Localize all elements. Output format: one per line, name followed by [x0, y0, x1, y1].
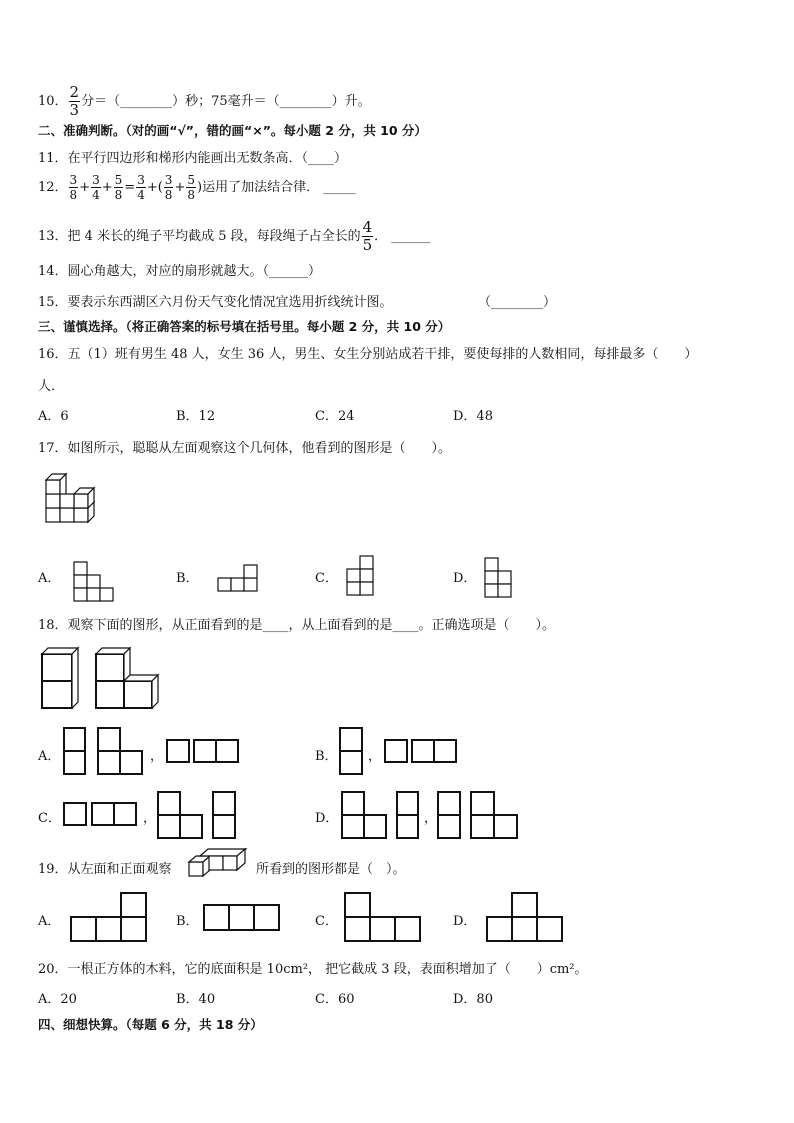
q18-option-b-figure	[339, 727, 464, 777]
denominator: 8	[114, 188, 123, 202]
fraction	[69, 174, 79, 201]
fraction	[114, 174, 124, 201]
denominator: 8	[187, 188, 195, 202]
question-14: 14．圆心角越大，对应的扇形就越大。（______）	[38, 264, 322, 279]
q18-option-d-label[interactable]: D．	[315, 811, 339, 826]
section-2-heading: 二、准确判断。（对的画“√”，错的画“×”。每小题 2 分，共 10 分）	[38, 123, 427, 138]
question-19-end: 所看到的图形都是（ ）。	[256, 862, 406, 877]
section-4-heading: 四、细想快算。（每题 6 分，共 18 分）	[38, 1017, 263, 1032]
q19-option-a-figure	[69, 891, 151, 943]
option-c-label[interactable]: C．	[315, 571, 338, 586]
option-c-figure	[346, 555, 376, 599]
q19-option-b-label[interactable]: B．	[176, 914, 199, 929]
operator: +	[101, 180, 113, 195]
option-b[interactable]: B．12	[176, 409, 216, 424]
denominator: 4	[92, 188, 100, 202]
question-tail: 运用了加法结合律． _____	[202, 180, 356, 195]
question-11: 11．在平行四边形和梯形内能画出无数条高．（____）	[38, 151, 348, 166]
numerator: 3	[92, 173, 100, 187]
question-18: 18．观察下面的图形，从正面看到的是____，从上面看到的是____。正确选项是（ ）。	[38, 618, 556, 633]
fraction	[164, 174, 174, 201]
fraction	[362, 220, 374, 253]
question-number: 10．	[38, 94, 68, 109]
option-d[interactable]: D．48	[453, 409, 493, 424]
q20-option-c[interactable]: C．60	[315, 992, 355, 1007]
option-b-label[interactable]: B．	[176, 571, 199, 586]
question-tail: ． ______	[374, 229, 431, 244]
numerator: 2	[69, 83, 80, 101]
operator: +	[174, 180, 186, 195]
denominator: 8	[164, 188, 173, 202]
question-17: 17．如图所示，聪聪从左面观察这个几何体，他看到的图形是（ ）。	[38, 441, 452, 456]
numerator: 5	[187, 173, 195, 187]
operator: +	[79, 180, 91, 195]
q19-option-d-label[interactable]: D．	[453, 914, 477, 929]
denominator: 3	[69, 101, 80, 119]
cube-groups-figure	[40, 646, 165, 712]
question-19-start: 19．从左面和正面观察	[38, 862, 172, 877]
q19-option-c-figure	[343, 891, 425, 943]
question-13	[38, 220, 430, 253]
comma: ，	[150, 749, 164, 764]
q19-option-b-figure	[202, 903, 282, 933]
option-c[interactable]: C．24	[315, 409, 355, 424]
question-text: 15．要表示东西湖区六月份天气变化情况宜选用折线统计图。	[38, 295, 393, 310]
q18-option-c-label[interactable]: C．	[38, 811, 61, 826]
question-10	[38, 85, 371, 118]
operator: =	[124, 180, 136, 195]
question-number: 12．	[38, 180, 68, 195]
q18-option-b-label[interactable]: B．	[315, 749, 338, 764]
cube-stack-figure	[44, 478, 104, 528]
question-text: 分＝（________）秒；75毫升＝（________）升。	[81, 94, 371, 109]
q19-option-d-figure	[485, 891, 567, 943]
denominator: 4	[137, 188, 145, 202]
comma: ，	[143, 811, 157, 826]
q20-option-b[interactable]: B．40	[176, 992, 216, 1007]
cube-row-figure	[188, 848, 250, 884]
q19-option-a-label[interactable]: A．	[38, 914, 61, 929]
option-a-figure	[73, 561, 117, 603]
fraction	[136, 174, 146, 201]
fraction	[186, 174, 196, 201]
numerator: 4	[362, 218, 373, 236]
denominator: 5	[362, 236, 373, 254]
option-a[interactable]: A．6	[38, 409, 69, 424]
fraction	[91, 174, 101, 201]
denominator: 8	[69, 188, 78, 202]
comma: ，	[424, 811, 438, 826]
operator: )	[196, 180, 203, 195]
numerator: 3	[69, 173, 78, 187]
option-a-label[interactable]: A．	[38, 571, 61, 586]
numerator: 5	[114, 173, 123, 187]
section-3-heading: 三、谨慎选择。（将正确答案的标号填在括号里。每小题 2 分，共 10 分）	[38, 319, 451, 334]
answer-blank: （________）	[478, 295, 557, 310]
q20-option-a[interactable]: A．20	[38, 992, 77, 1007]
question-16-line-1: 16．五（1）班有男生 48 人，女生 36 人，男生、女生分别站成若干排，要使每排的人数相同，每排最多（ ）	[38, 347, 698, 362]
operator: +(	[146, 180, 163, 195]
option-b-figure	[217, 564, 261, 594]
question-12	[38, 174, 356, 201]
q20-option-d[interactable]: D．80	[453, 992, 493, 1007]
question-15	[38, 291, 393, 310]
numerator: 3	[137, 173, 145, 187]
option-d-figure	[484, 557, 514, 601]
question-20: 20．一根正方体的木料，它的底面积是 10cm²， 把它截成 3 段，表面积增加了（ ）cm²。	[38, 962, 588, 977]
numerator: 3	[164, 173, 173, 187]
q18-option-a-label[interactable]: A．	[38, 749, 61, 764]
question-text: 13．把 4 米长的绳子平均截成 5 段，每段绳子占全长的	[38, 229, 361, 244]
comma: ，	[368, 749, 382, 764]
q19-option-c-label[interactable]: C．	[315, 914, 338, 929]
fraction	[69, 85, 81, 118]
option-d-label[interactable]: D．	[453, 571, 477, 586]
question-16-line-2: 人．	[38, 379, 65, 394]
